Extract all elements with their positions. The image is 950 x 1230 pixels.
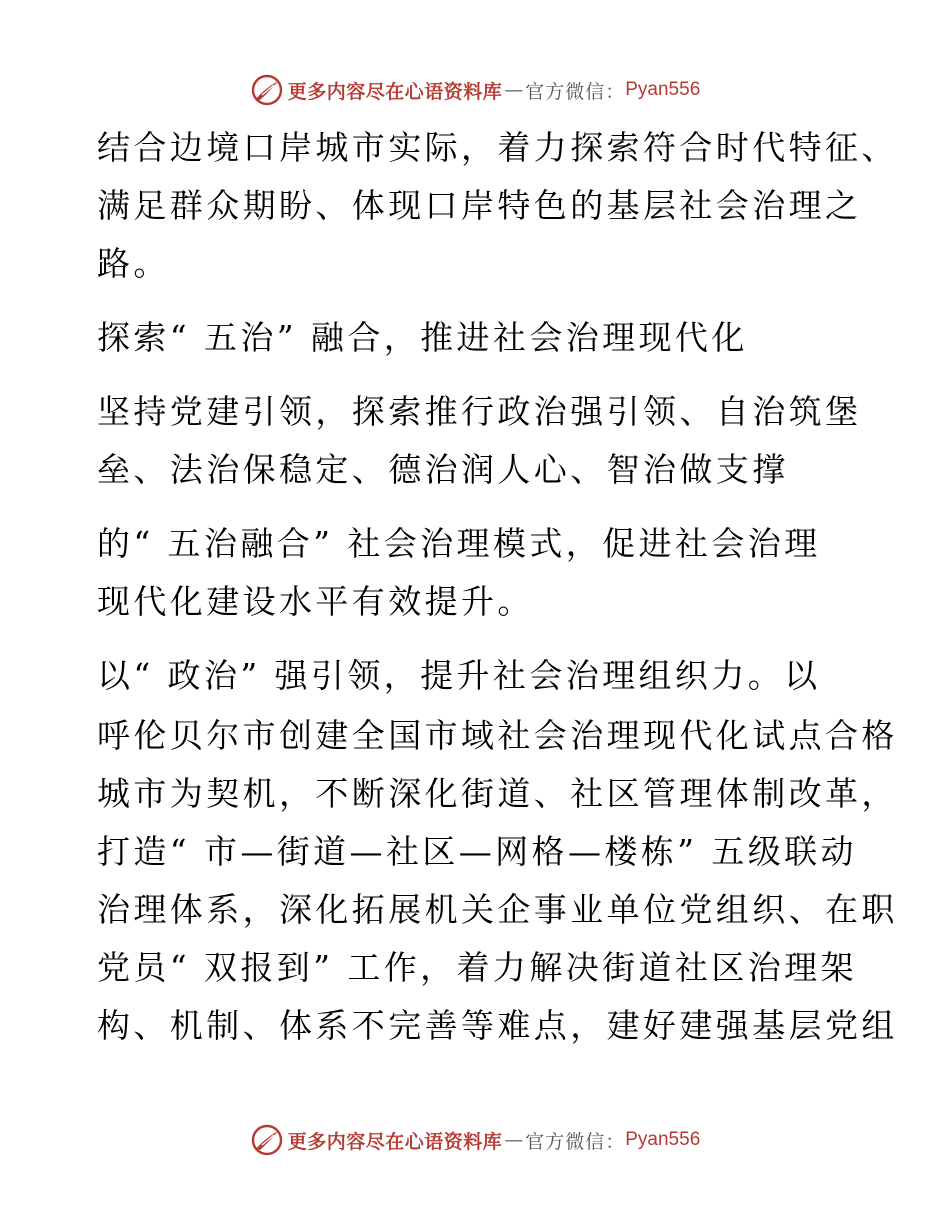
text-line: 城市为契机，不断深化街道、社区管理体制改革，	[97, 774, 898, 813]
footer-watermark	[0, 1122, 950, 1158]
text-line: 现代化建设水平有效提升。	[97, 582, 534, 621]
wechat-id: Pyan556	[625, 1129, 701, 1150]
quill-logo-icon	[250, 73, 284, 107]
text-line: 打造“ 市—街道—社区—网格—楼栋” 五级联动	[97, 832, 857, 871]
text-line: 党员“ 双报到” 工作，着力解决街道社区治理架	[97, 948, 857, 987]
text-line: 治理体系，深化拓展机关企事业单位党组织、在职	[97, 890, 898, 929]
text-line: 构、机制、体系不完善等难点，建好建强基层党组	[97, 1006, 898, 1045]
section-heading: 探索“ 五治” 融合，推进社会治理现代化	[97, 318, 748, 357]
text-line: 垒、法治保稳定、德治润人心、智治做支撑	[97, 450, 789, 489]
wechat-id: Pyan556	[625, 79, 701, 100]
banner-dash: —	[504, 79, 524, 101]
site-name: 更多内容尽在心语资料库	[287, 1130, 503, 1153]
text-line: 结合边境口岸城市实际，着力探索符合时代特征、	[97, 128, 898, 167]
header-watermark	[0, 72, 950, 108]
wechat-label: 官方微信：	[525, 80, 626, 103]
site-name: 更多内容尽在心语资料库	[287, 80, 503, 103]
text-line: 的“ 五治融合” 社会治理模式，促进社会治理	[97, 524, 821, 563]
text-line: 以“ 政治” 强引领，提升社会治理组织力。以	[97, 656, 821, 695]
text-line: 路。	[97, 244, 170, 283]
text-line: 呼伦贝尔市创建全国市域社会治理现代化试点合格	[97, 716, 898, 755]
text-line: 坚持党建引领，探索推行政治强引领、自治筑堡	[97, 392, 862, 431]
wechat-label: 官方微信：	[525, 1130, 626, 1153]
banner-dash: —	[504, 1129, 524, 1151]
text-line: 满足群众期盼、体现口岸特色的基层社会治理之	[97, 186, 862, 225]
quill-logo-icon	[250, 1123, 284, 1157]
